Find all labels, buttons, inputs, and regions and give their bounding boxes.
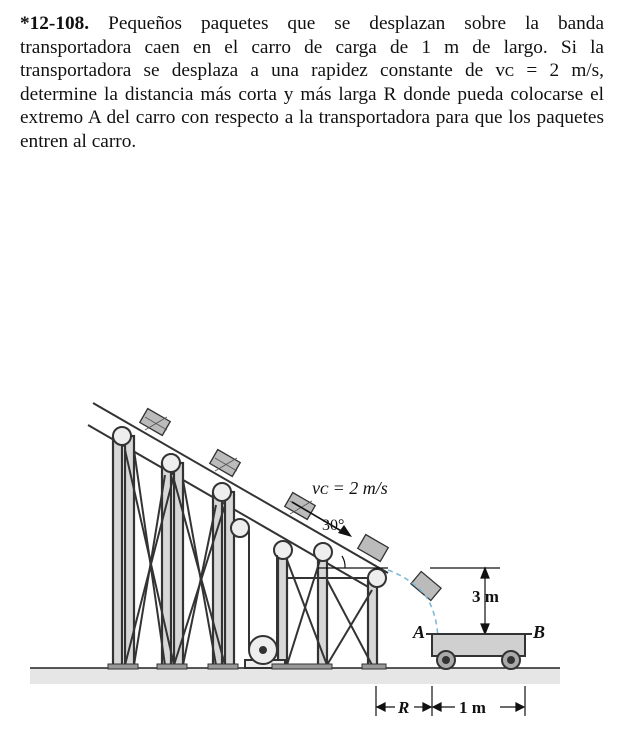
point-a-label: A — [413, 622, 426, 642]
dim-r-label: R — [398, 698, 410, 717]
height-label: 3 m — [472, 587, 499, 606]
dim-cart-label: 1 m — [459, 698, 486, 717]
cart — [426, 634, 532, 669]
problem-text: Pequeños paquetes que se desplazan sobre la banda transportadora caen en el carro de carga de 1 m de largo. Si la transportadora se desplaza a una rapidez constante de vᴄ = 2 m/s, determine la distancia más corta y más larga R donde pueda colocarse el extremo A del carro con respecto a la transportadora para que los paquetes entren al carro. — [20, 13, 605, 152]
velocity-label: vᴄ = 2 m/s — [312, 478, 388, 498]
point-b-label: B — [533, 622, 546, 642]
problem-number: *12-108. — [20, 13, 90, 34]
angle-label: 30° — [322, 517, 345, 534]
ground — [30, 668, 560, 684]
problem-statement — [20, 12, 604, 154]
conveyor-figure — [0, 380, 617, 733]
